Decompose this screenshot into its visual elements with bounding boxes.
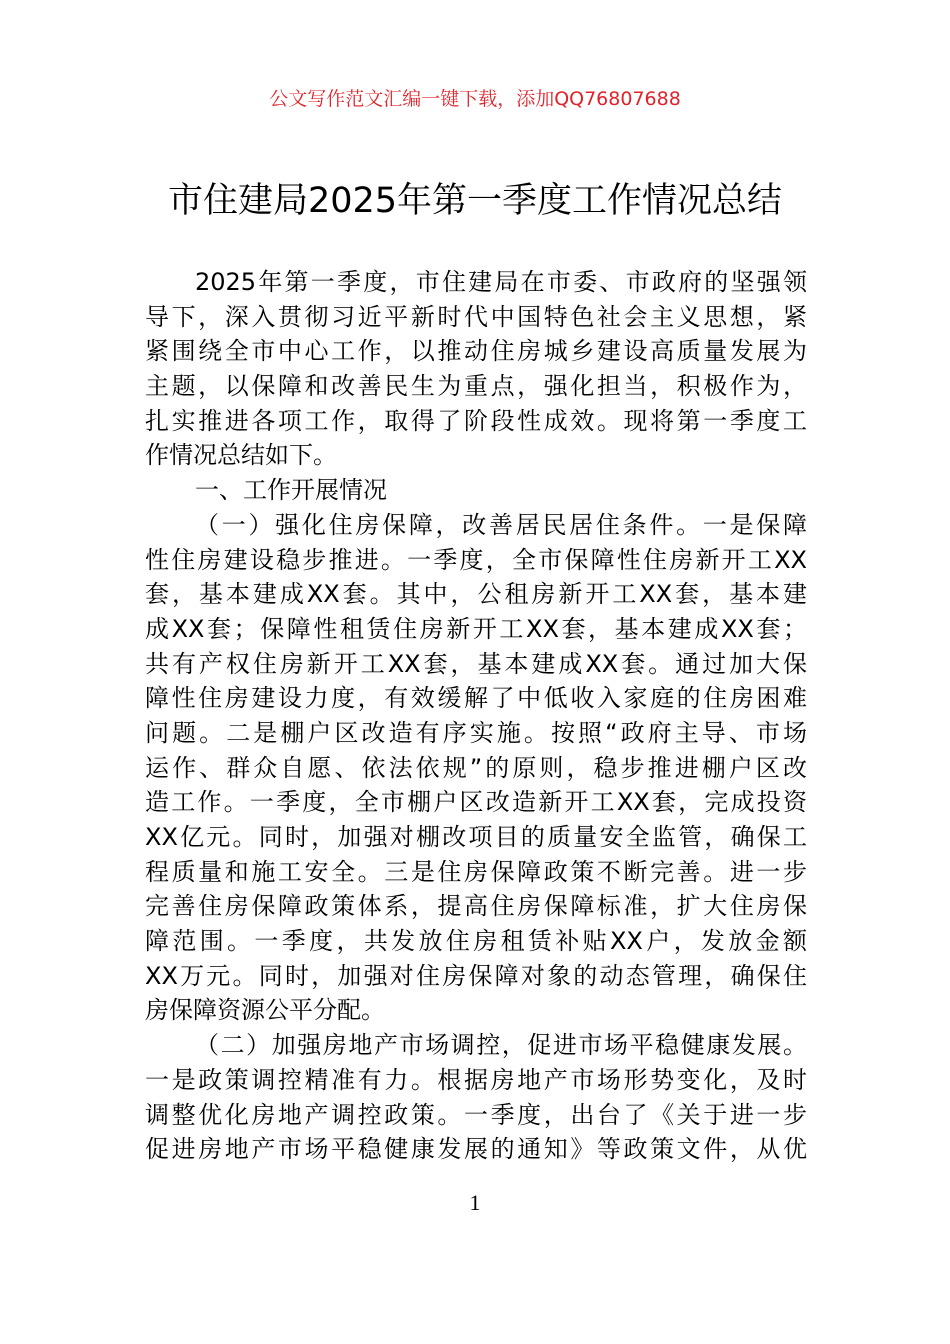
- text-line: 完善住房保障政策体系，提高住房保障标准，扩大住房保: [145, 892, 807, 921]
- text-line: XX亿元。同时，加强对棚改项目的质量安全监管，确保工: [145, 823, 807, 851]
- download-notice-header: 公文写作范文汇编一键下载，添加QQ76807688: [269, 88, 681, 110]
- text-line: 造工作。一季度，全市棚户区改造新开工XX套，完成投资: [145, 788, 807, 817]
- text-line: 障范围。一季度，共发放住房租赁补贴XX户，发放金额: [145, 927, 807, 956]
- document-body: [145, 265, 807, 1167]
- text-line: 共有产权住房新开工XX套，基本建成XX套。通过加大保: [145, 649, 807, 678]
- text-line: （一）强化住房保障，改善居民居住条件。一是保障: [195, 510, 807, 539]
- text-line: 障性住房建设力度，有效缓解了中低收入家庭的住房困难: [145, 684, 807, 713]
- text-line: XX万元。同时，加强对住房保障对象的动态管理，确保住: [145, 961, 807, 990]
- text-line: 扎实推进各项工作，取得了阶段性成效。现将第一季度工: [145, 406, 807, 435]
- text-line: 紧围绕全市中心工作，以推动住房城乡建设高质量发展为: [145, 337, 807, 366]
- text-line: 性住房建设稳步推进。一季度，全市保障性住房新开工XX: [145, 545, 807, 574]
- text-line: 套，基本建成XX套。其中，公租房新开工XX套，基本建: [145, 580, 807, 609]
- document-title: 市住建局2025年第一季度工作情况总结: [167, 181, 783, 221]
- text-line: 调整优化房地产调控政策。一季度，出台了《关于进一步: [145, 1100, 807, 1129]
- text-line: 促进房地产市场平稳健康发展的通知》等政策文件，从优: [145, 1135, 807, 1164]
- text-line: 作情况总结如下。: [145, 441, 337, 470]
- text-line: 问题。二是棚户区改造有序实施。按照“政府主导、市场: [145, 718, 807, 747]
- text-line: 运作、群众自愿、依法依规”的原则，稳步推进棚户区改: [145, 753, 807, 782]
- text-line: 一是政策调控精准有力。根据房地产市场形势变化，及时: [145, 1065, 807, 1094]
- text-line: 2025年第一季度，市住建局在市委、市政府的坚强领: [195, 268, 807, 296]
- page-number: 1: [469, 1190, 481, 1215]
- text-line: 主题，以保障和改善民生为重点，强化担当，积极作为，: [145, 372, 807, 401]
- text-line: （二）加强房地产市场调控，促进市场平稳健康发展。: [195, 1031, 807, 1060]
- text-line: 一、工作开展情况: [195, 476, 387, 505]
- text-line: 程质量和施工安全。三是住房保障政策不断完善。进一步: [145, 857, 807, 886]
- text-line: 成XX套；保障性租赁住房新开工XX套，基本建成XX套；: [145, 614, 807, 643]
- text-line: 导下，深入贯彻习近平新时代中国特色社会主义思想，紧: [145, 302, 807, 331]
- text-line: 房保障资源公平分配。: [145, 996, 385, 1025]
